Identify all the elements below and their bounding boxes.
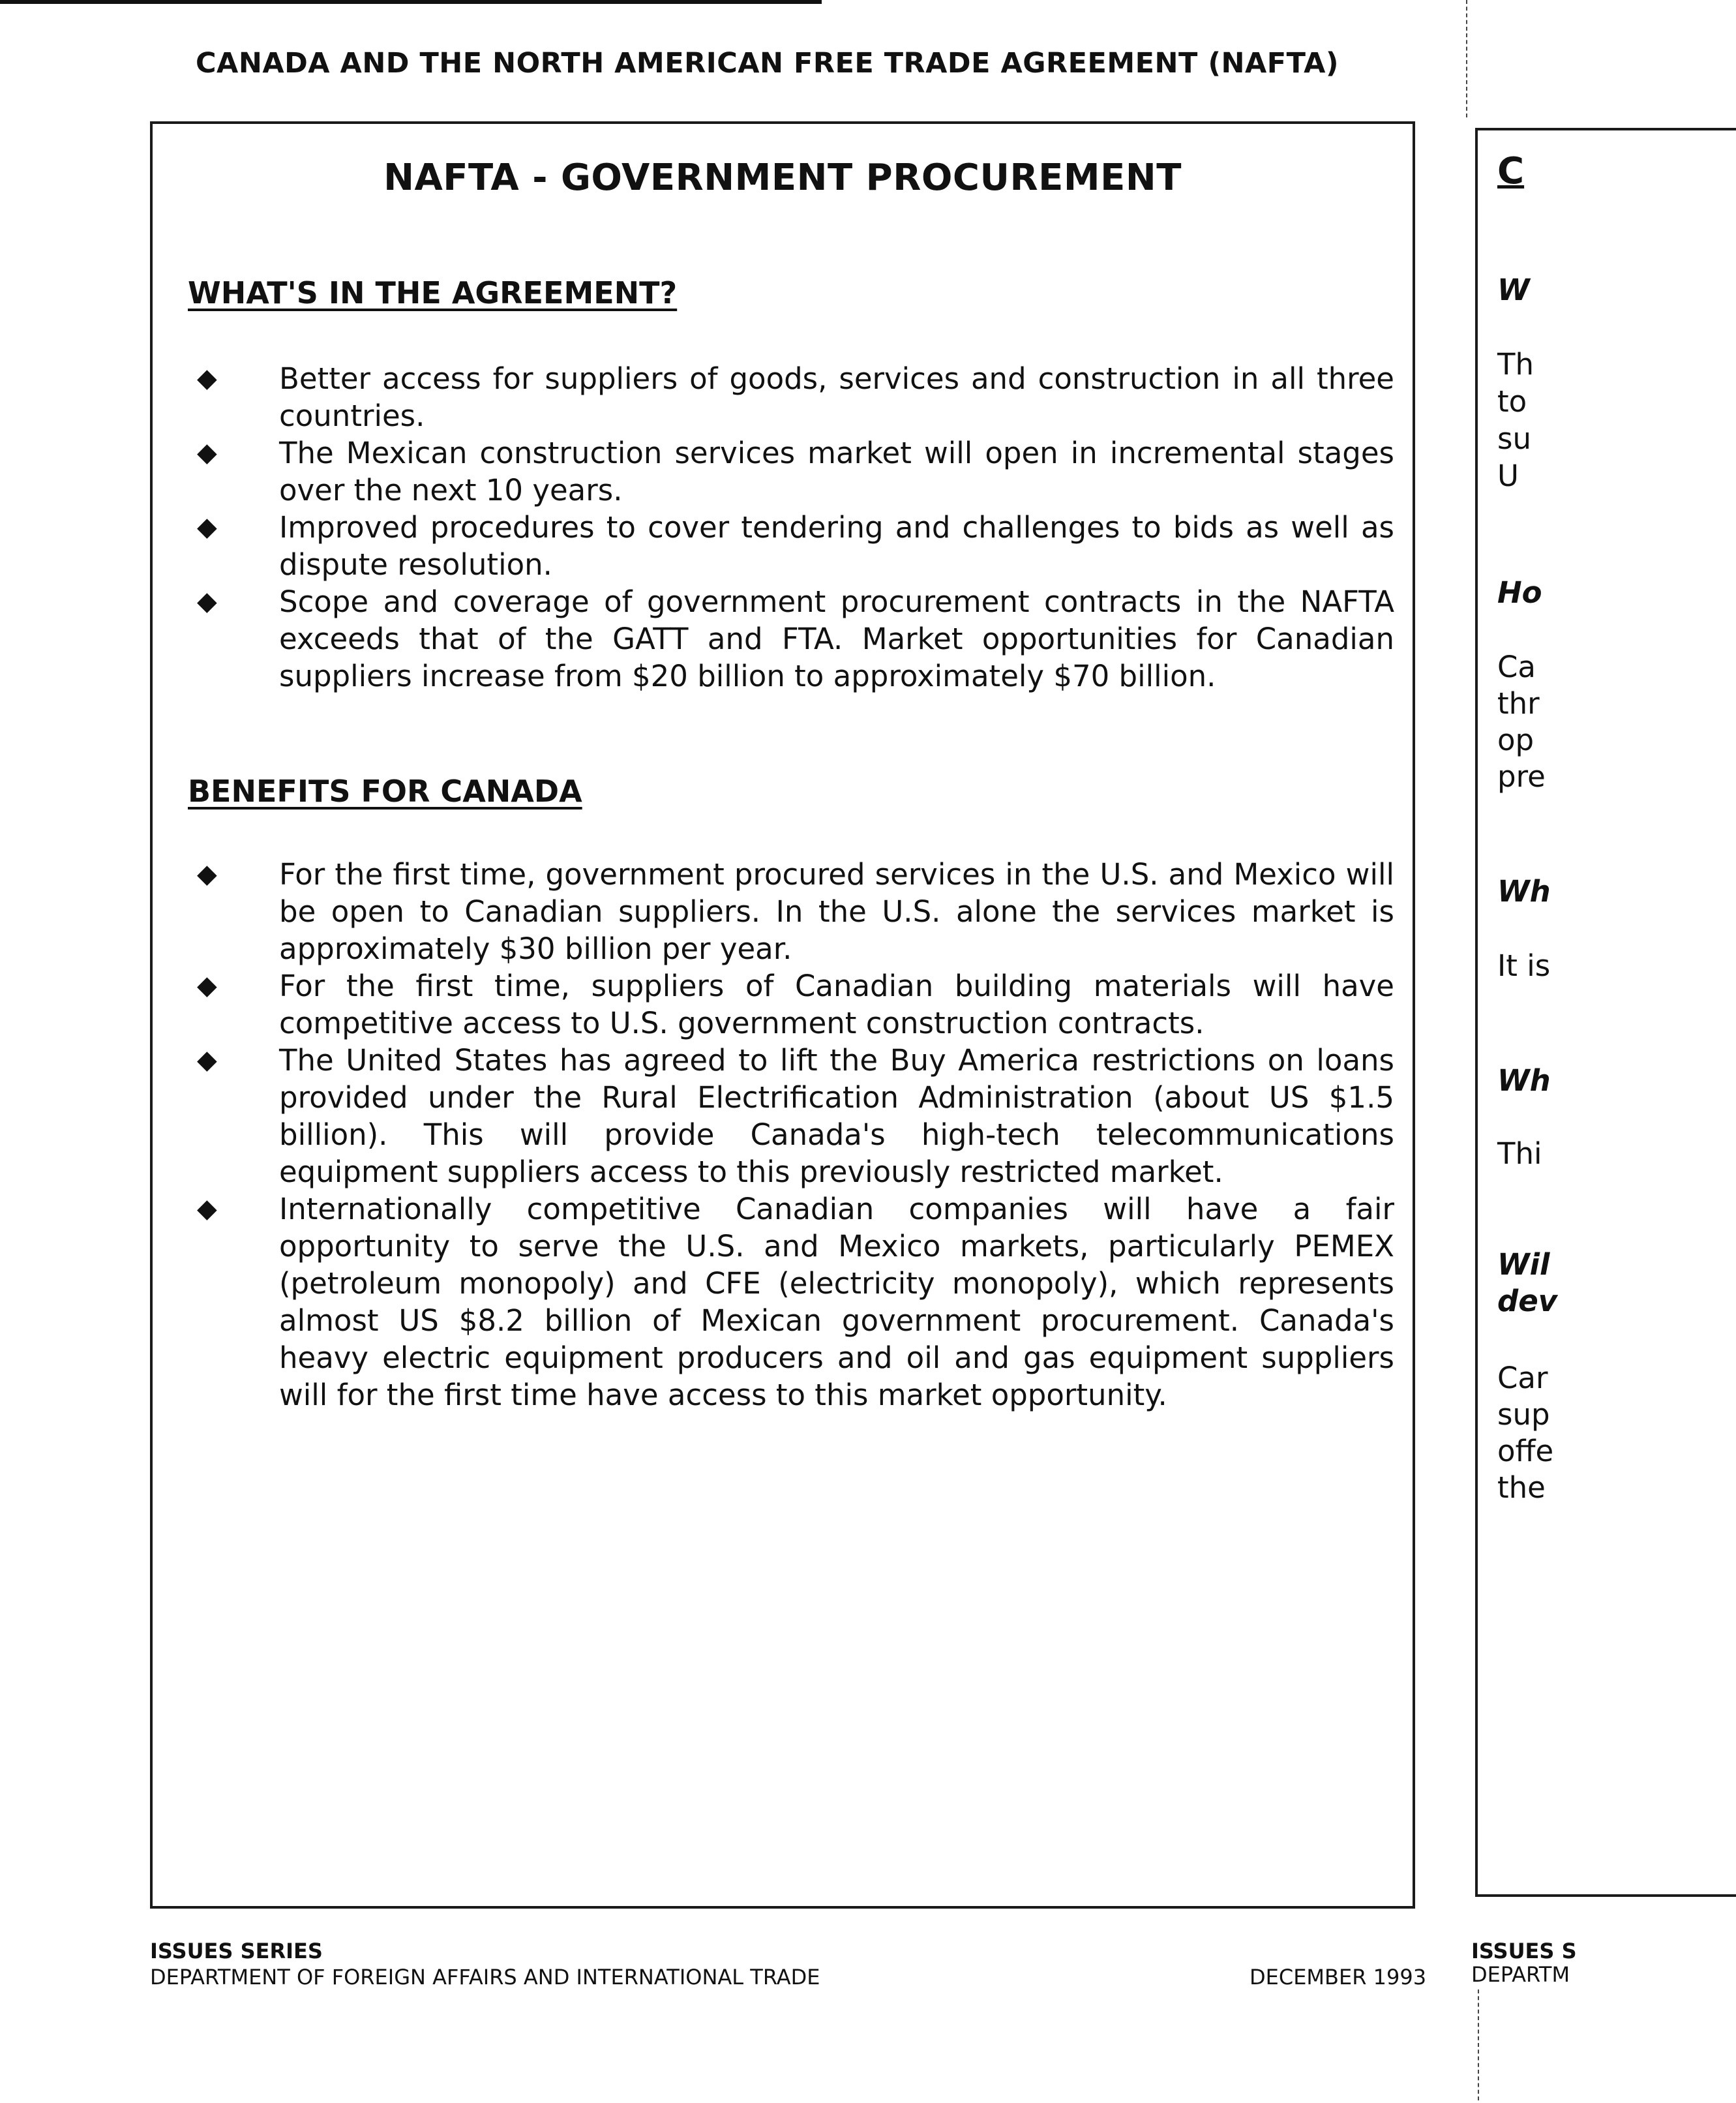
list-item [194,967,1394,1042]
text-fragment: Wil [1497,1247,1550,1282]
list-item [194,583,1394,695]
text-fragment: It is [1497,948,1551,983]
page-edge-line [1466,0,1467,117]
diamond-bullet-icon: ◆ [197,1194,217,1224]
bullet-text: For the first time, suppliers of Canadian building materials will have competitive access to U.S. government construction contracts. [279,969,1394,1040]
text-fragment: to [1497,384,1527,419]
bullet-text: Improved procedures to cover tendering and challenges to bids as well as dispute resolution. [279,510,1394,582]
diamond-bullet-icon: ◆ [197,363,217,393]
scan-edge-line [0,0,822,4]
diamond-bullet-icon: ◆ [197,438,217,468]
diamond-bullet-icon: ◆ [197,971,217,1001]
diamond-bullet-icon: ◆ [197,512,217,542]
text-fragment: sup [1497,1397,1550,1432]
section-heading-benefits: BENEFITS FOR CANADA [188,774,582,809]
footer-date: DECEMBER 1993 [1250,1965,1427,1990]
bullet-text: The Mexican construction services market will open in incremental stages over the next 10 years. [279,436,1394,507]
text-fragment: the [1497,1470,1546,1505]
list-item [194,434,1394,509]
text-fragment: U [1497,459,1519,493]
diamond-bullet-icon: ◆ [197,586,217,616]
bullet-text: For the first time, government procured services in the U.S. and Mexico will be open to Canadian suppliers. In the U.S. alone the services market is approximately $30 billion per year. [279,857,1394,966]
list-item [194,856,1394,967]
list-item [194,509,1394,583]
text-fragment: pre [1497,759,1546,794]
text-fragment: Wh [1497,1063,1551,1098]
text-fragment: Car [1497,1361,1548,1395]
list-item [194,1190,1394,1414]
document-header: CANADA AND THE NORTH AMERICAN FREE TRADE AGREEMENT (NAFTA) [196,47,1339,80]
box-title: NAFTA - GOVERNMENT PROCUREMENT [383,157,1182,199]
diamond-bullet-icon: ◆ [197,859,217,889]
list-item [194,1042,1394,1190]
diamond-bullet-icon: ◆ [197,1045,217,1075]
adjacent-title-fragment: C [1497,150,1525,192]
text-fragment: Wh [1497,874,1551,909]
text-fragment: thr [1497,686,1540,721]
text-fragment: Th [1497,347,1534,382]
content-box [150,121,1415,1909]
footer-department: DEPARTMENT OF FOREIGN AFFAIRS AND INTERNATIONAL TRADE [150,1965,820,1990]
bullet-text: The United States has agreed to lift the Buy America restrictions on loans provided under the Rural Electrification Administration (about US $1.5 billion). This will provide Canada's high-tech telecommunications equipment suppliers access to this previously restricted market. [279,1043,1394,1189]
text-fragment: op [1497,723,1534,757]
text-fragment: dev [1497,1284,1558,1318]
text-fragment: Thi [1497,1136,1542,1171]
text-fragment: Ho [1497,575,1542,610]
agreement-bullet-list [194,360,1394,695]
text-fragment: Ca [1497,650,1536,684]
footer-series: ISSUES SERIES [150,1939,323,1963]
bullet-text: Better access for suppliers of goods, services and construction in all three countries. [279,361,1394,433]
text-fragment: su [1497,421,1531,456]
page-edge-line [1478,1990,1479,2100]
adjacent-page-fragment [1452,0,1577,2103]
text-fragment: offe [1497,1434,1554,1468]
adjacent-footer-department: DEPARTM [1471,1962,1570,1987]
list-item [194,360,1394,434]
bullet-text: Scope and coverage of government procurement contracts in the NAFTA exceeds that of the GATT and FTA. Market opportunities for Canadian suppliers increase from $20 billion to approximately $70 billion. [279,584,1394,693]
section-heading-agreement: WHAT'S IN THE AGREEMENT? [188,275,678,310]
benefits-bullet-list [194,856,1394,1414]
bullet-text: Internationally competitive Canadian companies will have a fair opportunity to serve the U.S. and Mexico markets, particularly PEMEX (petroleum monopoly) and CFE (electricity monopoly), which represents almost US $8.2 billion of Mexican government procurement. Canada's heavy electric equipment producers and oil and gas equipment suppliers will for the first time have access to this market opportunity. [279,1192,1394,1412]
adjacent-footer-series: ISSUES S [1471,1939,1577,1963]
text-fragment: W [1497,273,1530,307]
